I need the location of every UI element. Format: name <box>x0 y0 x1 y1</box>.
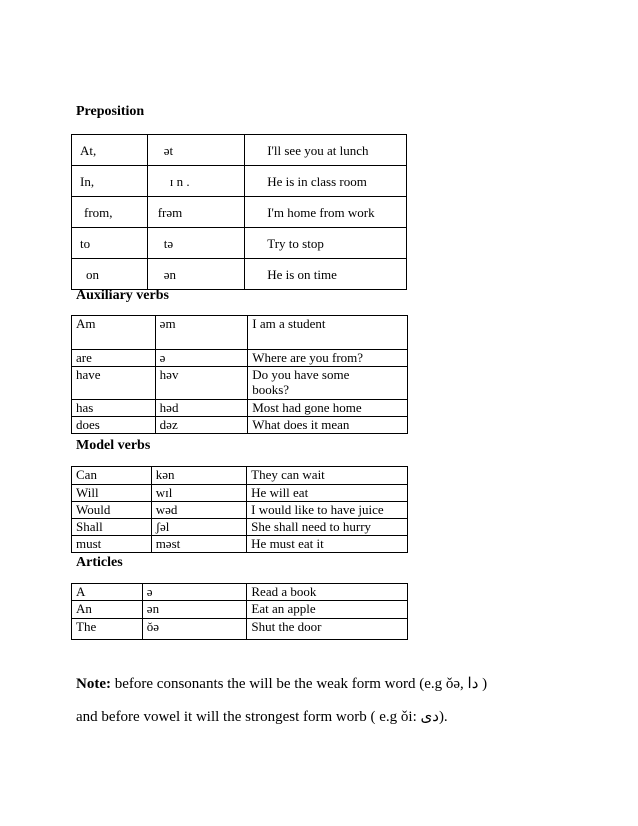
table-row <box>72 316 408 350</box>
table-row <box>72 467 408 485</box>
word-cell: In, <box>72 166 148 197</box>
ipa-cell: həv <box>155 367 248 400</box>
ipa-cell: tə <box>147 228 245 259</box>
example-line-2: books? <box>252 382 290 397</box>
table-row <box>72 485 408 502</box>
example-line-1: Do you have some <box>252 367 350 382</box>
ipa-cell: kən <box>151 467 246 485</box>
table-row <box>72 228 407 259</box>
table-row <box>72 166 407 197</box>
ipa-cell: ə <box>142 584 247 601</box>
table-row <box>72 619 408 640</box>
ipa-cell: ət <box>147 135 245 166</box>
ipa-cell: əm <box>155 316 248 350</box>
ipa-cell: ən <box>147 259 245 290</box>
example-cell: Read a book <box>247 584 408 601</box>
ipa-cell: ən <box>142 601 247 619</box>
example-cell: I am a student <box>248 316 408 350</box>
example-cell: Most had gone home <box>248 400 408 417</box>
example-cell: He is in class room <box>245 166 407 197</box>
articles-heading: Articles <box>76 555 123 570</box>
example-cell: Eat an apple <box>247 601 408 619</box>
word-cell: An <box>72 601 143 619</box>
word-cell: from, <box>72 197 148 228</box>
table-row <box>72 367 408 400</box>
word-cell: Would <box>72 502 152 519</box>
note-label: Note: <box>76 676 111 692</box>
example-cell: I'll see you at lunch <box>245 135 407 166</box>
ipa-cell: həd <box>155 400 248 417</box>
word-cell: Am <box>72 316 156 350</box>
example-cell: Try to stop <box>245 228 407 259</box>
ipa-cell: dəz <box>155 417 248 434</box>
word-cell: does <box>72 417 156 434</box>
ipa-cell: wɪl <box>151 485 246 502</box>
example-cell: She shall need to hurry <box>247 519 408 536</box>
preposition-table <box>71 134 407 290</box>
preposition-heading: Preposition <box>76 104 145 119</box>
table-row <box>72 601 408 619</box>
articles-table <box>71 583 408 640</box>
word-cell: on <box>72 259 148 290</box>
table-row <box>72 502 408 519</box>
word-cell: Will <box>72 485 152 502</box>
table-row <box>72 350 408 367</box>
table-row <box>72 400 408 417</box>
example-cell: He is on time <box>245 259 407 290</box>
note-line-1 <box>76 668 576 701</box>
example-cell <box>248 367 408 400</box>
note-text-1: before consonants the will be the weak form word (e.g ǒə, دا ) <box>110 676 488 692</box>
example-cell: I would like to have juice <box>247 502 408 519</box>
ipa-cell: frəm <box>147 197 245 228</box>
word-cell: must <box>72 536 152 553</box>
word-cell: Can <box>72 467 152 485</box>
table-row <box>72 519 408 536</box>
example-cell: What does it mean <box>248 417 408 434</box>
auxiliary-verbs-heading: Auxiliary verbs <box>76 288 169 303</box>
ipa-cell: wəd <box>151 502 246 519</box>
auxiliary-verbs-table <box>71 315 408 434</box>
example-cell: They can wait <box>247 467 408 485</box>
ipa-cell: məst <box>151 536 246 553</box>
note-paragraph <box>76 668 576 734</box>
word-cell: A <box>72 584 143 601</box>
table-row <box>72 584 408 601</box>
ipa-cell: ə <box>155 350 248 367</box>
ipa-cell: ɪ n . <box>147 166 245 197</box>
word-cell: have <box>72 367 156 400</box>
table-row <box>72 536 408 553</box>
model-verbs-heading: Model verbs <box>76 438 151 453</box>
table-row <box>72 197 407 228</box>
ipa-cell: ǒə <box>142 619 247 640</box>
word-cell: to <box>72 228 148 259</box>
example-cell: He will eat <box>247 485 408 502</box>
word-cell: has <box>72 400 156 417</box>
word-cell: The <box>72 619 143 640</box>
table-row <box>72 135 407 166</box>
word-cell: Shall <box>72 519 152 536</box>
example-cell: Where are you from? <box>248 350 408 367</box>
table-row <box>72 259 407 290</box>
word-cell: At, <box>72 135 148 166</box>
example-cell: I'm home from work <box>245 197 407 228</box>
example-cell: He must eat it <box>247 536 408 553</box>
ipa-cell: ʃəl <box>151 519 246 536</box>
word-cell: are <box>72 350 156 367</box>
table-row <box>72 417 408 434</box>
model-verbs-table <box>71 466 408 553</box>
note-line-2: and before vowel it will the strongest form worb ( e.g ǒi: دی). <box>76 709 448 725</box>
example-cell: Shut the door <box>247 619 408 640</box>
